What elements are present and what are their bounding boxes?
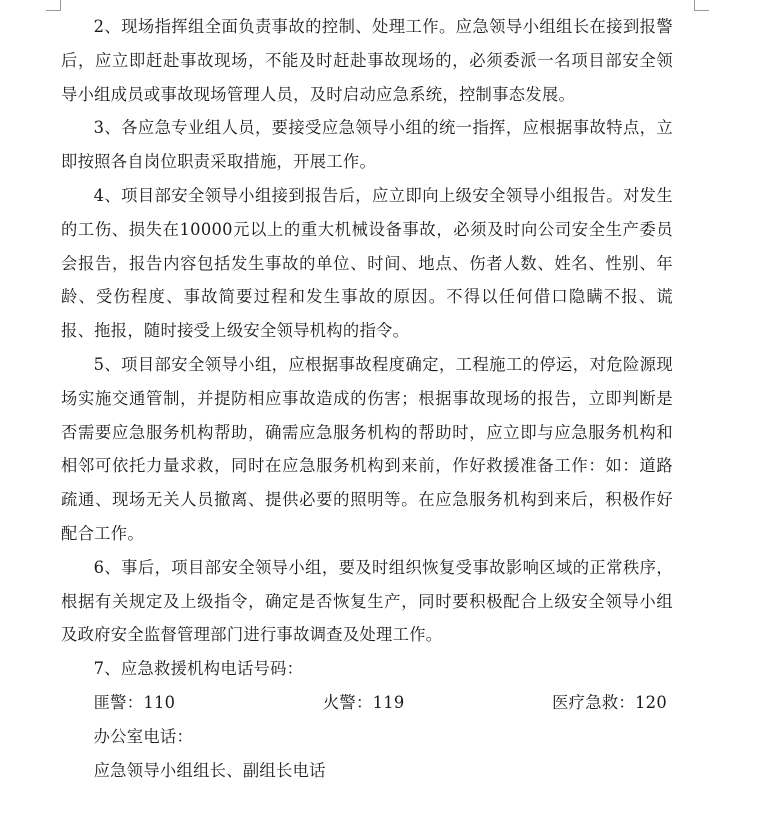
office-phone-line: 办公室电话： [93,726,194,746]
paragraph-item-4: 4、项目部安全领导小组接到报告后，应立即向上级安全领导小组报告。对发生的工伤、损失在10000元以上的重大机械设备事故，必须及时向公司安全生产委员会报告，报告内容包括发生事故的单位、时间、地点、伤者人数、姓名、性别、年龄、受伤程度、事故简要过程和发生事故的原因。不得以任何借口隐瞒不报、谎报、拖报，随时接受上级安全领导机构的指令。 [61,185,673,341]
leader-phone-line: 应急领导小组组长、副组长电话 [93,760,326,780]
emergency-phone-row [61,686,673,720]
document-body [61,10,673,787]
police-phone: 匪警：110 [93,692,176,712]
fire-phone: 火警：119 [322,692,405,712]
paragraph-item-6: 6、事后，项目部安全领导小组，要及时组织恢复受事故影响区域的正常秩序，根据有关规定及上级指令，确定是否恢复生产，同时要积极配合上级安全领导小组及政府安全监督管理部门进行事故调查及处理工作。 [61,557,673,645]
medical-phone: 医疗急救：120 [552,692,667,712]
paragraph-item-7: 7、应急救援机构电话号码： [93,659,304,679]
paragraph-item-5: 5、项目部安全领导小组，应根据事故程度确定，工程施工的停运，对危险源现场实施交通管制，并提防相应事故造成的伤害；根据事故现场的报告，立即判断是否需要应急服务机构帮助，确需应急服务机构的帮助时，应立即与应急服务机构和相邻可依托力量求救，同时在应急服务机构到来前，作好救援准备工作：如：道路疏通、现场无关人员撤离、提供必要的照明等。在应急服务机构到来后，积极作好配合工作。 [61,354,673,543]
left-margin-corner-mark [46,0,61,11]
right-margin-corner-mark [694,0,709,11]
paragraph-item-2: 2、现场指挥组全面负责事故的控制、处理工作。应急领导小组组长在接到报警后，应立即赶赴事故现场，不能及时赶赴事故现场的，必须委派一名项目部安全领导小组成员或事故现场管理人员，及时启动应急系统，控制事态发展。 [61,17,673,104]
paragraph-item-3: 3、各应急专业组人员，要接受应急领导小组的统一指挥，应根据事故特点，立即按照各自岗位职责采取措施，开展工作。 [61,118,673,172]
